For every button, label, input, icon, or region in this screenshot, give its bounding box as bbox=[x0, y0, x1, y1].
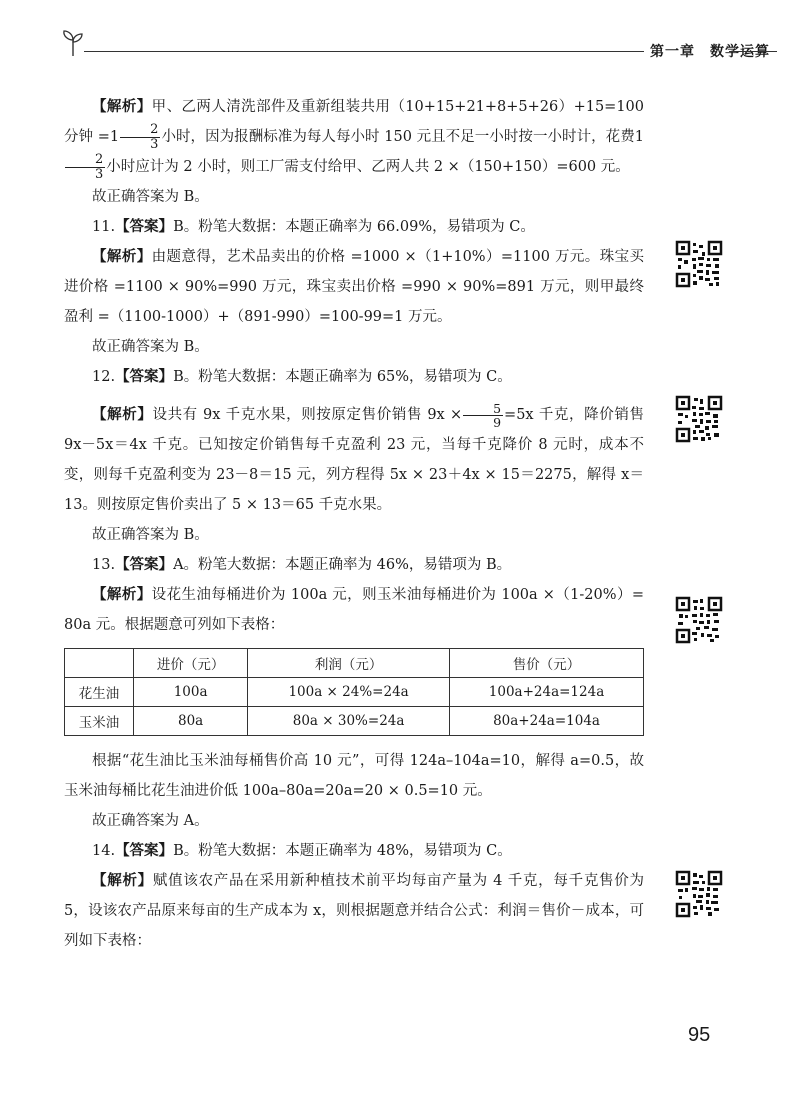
table-header-row bbox=[65, 649, 644, 678]
analysis-label: 【解析】 bbox=[92, 248, 152, 265]
leaf-icon bbox=[60, 28, 86, 58]
answer-conclusion: 故正确答案为 A。 bbox=[92, 813, 209, 829]
header-rule-right bbox=[729, 51, 777, 52]
answer-label: 【答案】 bbox=[115, 218, 174, 235]
table-header-cell: 利润（元） bbox=[248, 649, 450, 678]
table-cell: 80a+24a=104a bbox=[450, 707, 644, 736]
mixed-fraction: 1 $\frac{2}{3}$ bbox=[64, 129, 644, 175]
table-row bbox=[65, 707, 644, 736]
analysis-paragraph-11: 【解析】由题意得，艺术品卖出的价格 =1000 ×（1+10%）=1100 万元。珠宝买进价格 =1100 × 90%=990 万元，珠宝卖出价格 =990 × 90%=891 万元，则甲最终盈利 =（1100-1000）+（891-990）=100-99=1 万元。 bbox=[64, 248, 645, 325]
table-header-cell: 售价（元） bbox=[450, 649, 644, 678]
table-header-cell: 进价（元） bbox=[134, 649, 248, 678]
table-cell: 80a bbox=[134, 707, 248, 736]
qr-code-icon bbox=[675, 240, 723, 288]
analysis-label: 【解析】 bbox=[92, 98, 152, 115]
qr-code-icon bbox=[675, 596, 723, 644]
analysis-paragraph-10: 【解析】甲、乙两人清洗部件及重新组装共用（10+15+21+8+5+26）+15=100 分钟 =1 $\frac{2}{3}$ 小时，因为报酬标准为每人每小时 150 元且不足一小时按一小时计，花费1 $\frac{2}{3}$ 小时应计为 2 小时，则工厂需支付给甲、乙两人共 2 ×（150+150）=600 元。 bbox=[64, 98, 644, 182]
price-table bbox=[64, 648, 644, 736]
header-rule-left bbox=[84, 51, 644, 52]
answer-line-12: 12.【答案】B。粉笔大数据：本题正确率为 65%，易错项为 C。 bbox=[92, 368, 512, 385]
analysis-paragraph-13: 【解析】设花生油每桶进价为 100a 元，则玉米油每桶进价为 100a ×（1-20%）= 80a 元。根据题意可列如下表格： bbox=[64, 586, 645, 633]
page-number: 95 bbox=[688, 1024, 711, 1046]
analysis-label: 【解析】 bbox=[92, 586, 152, 603]
page-header bbox=[60, 28, 775, 68]
answer-line-11: 11.【答案】B。粉笔大数据：本题正确率为 66.09%，易错项为 C。 bbox=[92, 218, 535, 235]
analysis-label: 【解析】 bbox=[92, 406, 153, 423]
fraction: $\frac{5}{9}$ bbox=[463, 402, 503, 429]
analysis-continuation-13: 根据“花生油比玉米油每桶售价高 10 元”，可得 124a–104a=10，解得 a=0.5，故玉米油每桶比花生油进价低 100a–80a=20a=20 × 0.5=10 元。 bbox=[64, 753, 644, 799]
table-cell: 100a+24a=124a bbox=[450, 678, 644, 707]
analysis-paragraph-12: 【解析】设共有 9x 千克水果，则按原定售价销售 9x × $\frac{5}{9}$ =5x 千克，降价销售 9x－5x＝4x 千克。已知按定价销售每千克盈利 23 元，当每千克降价 8 元时，成本不变，则每千克盈利变为 23－8＝15 元，列方程得 5x × 23＋4x × 15＝2275，解得 x＝13。则按原定售价卖出了 5 × 13＝65 千克水果。 bbox=[64, 400, 644, 513]
qr-code-icon bbox=[675, 395, 723, 443]
table-cell: 100a bbox=[134, 678, 248, 707]
analysis-paragraph-14: 【解析】赋值该农产品在采用新种植技术前平均每亩产量为 4 千克，每千克售价为 5，设该农产品原来每亩的生产成本为 x，则根据题意并结合公式：利润＝售价－成本，可列如下表格： bbox=[64, 872, 644, 949]
answer-conclusion: 故正确答案为 B。 bbox=[92, 527, 209, 543]
analysis-label: 【解析】 bbox=[92, 872, 153, 889]
answer-line-14: 14.【答案】B。粉笔大数据：本题正确率为 48%，易错项为 C。 bbox=[92, 842, 512, 859]
table-row bbox=[65, 678, 644, 707]
answer-label: 【答案】 bbox=[115, 842, 174, 859]
table-cell: 花生油 bbox=[65, 678, 134, 707]
table-cell: 100a × 24%=24a bbox=[248, 678, 450, 707]
table-cell: 80a × 30%=24a bbox=[248, 707, 450, 736]
mixed-fraction: 1 $\frac{2}{3}$ bbox=[109, 121, 159, 152]
table-cell: 玉米油 bbox=[65, 707, 134, 736]
qr-code-icon bbox=[675, 870, 723, 918]
answer-label: 【答案】 bbox=[115, 556, 174, 573]
answer-label: 【答案】 bbox=[115, 368, 174, 385]
answer-line-13: 13.【答案】A。粉笔大数据：本题正确率为 46%，易错项为 B。 bbox=[92, 556, 512, 573]
answer-conclusion: 故正确答案为 B。 bbox=[92, 189, 209, 205]
table-header-cell bbox=[65, 649, 134, 678]
answer-conclusion: 故正确答案为 B。 bbox=[92, 339, 209, 355]
page-content bbox=[64, 92, 644, 956]
chapter-title: 第一章 数学运算 bbox=[650, 44, 770, 60]
